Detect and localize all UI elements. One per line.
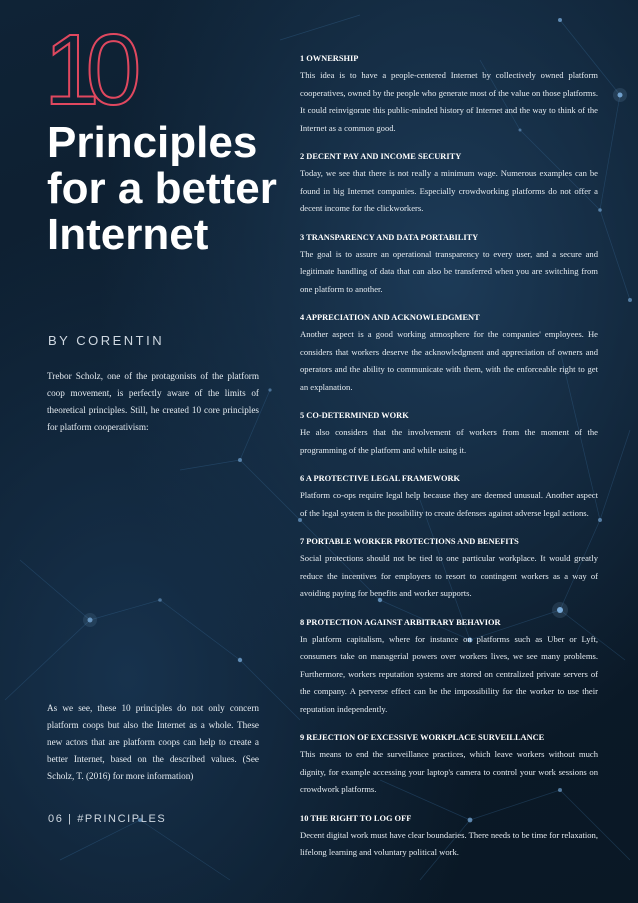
principle-item	[300, 150, 598, 218]
principle-heading: 6 A PROTECTIVE LEGAL FRAMEWORK	[300, 474, 461, 483]
principle-heading: 1 OWNERSHIP	[300, 54, 359, 63]
principle-item	[300, 52, 598, 137]
principle-heading: 3 TRANSPARENCY AND DATA PORTABILITY	[300, 232, 479, 242]
principle-item	[300, 311, 598, 396]
principle-heading: 4 APPRECIATION AND ACKNOWLEDGMENT	[300, 313, 480, 322]
principle-body: He also considers that the involvement of workers from the moment of the programming of the platform and while using it.	[300, 427, 598, 455]
principles-list	[300, 52, 598, 875]
principle-heading: 10 THE RIGHT TO LOG OFF	[300, 813, 412, 823]
principle-item	[300, 409, 598, 459]
principle-item	[300, 535, 598, 603]
principle-item	[300, 472, 598, 522]
principle-item	[300, 616, 598, 719]
principle-heading: 5 CO-DETERMINED WORK	[300, 411, 409, 420]
principle-item	[300, 231, 598, 299]
principle-body: This means to end the surveillance practices, which leave workers without much dignity, for example accessing your laptop's camera to control your work sessions on crowdwork platforms.	[300, 749, 598, 794]
principle-body: This idea is to have a people-centered Internet by collectively owned platform cooperatives, owned by the people who generate most of the value on those platforms. It could reinvigorate this public-minded history of Internet and the way to think of the Internet as a common good.	[300, 70, 598, 133]
principle-count-number: 10	[44, 14, 128, 126]
principle-body: Today, we see that there is not really a minimum wage. Numerous examples can be found in big Internet companies. Especially crowdworking platforms do not offer a decent income for the clickworkers.	[300, 168, 598, 213]
page-footer: 06 | #PRINCIPLES	[48, 813, 167, 825]
principle-heading: 2 DECENT PAY AND INCOME SECURITY	[300, 152, 462, 161]
principle-heading: 7 PORTABLE WORKER PROTECTIONS AND BENEFITS	[300, 537, 519, 546]
principle-body: Decent digital work must have clear boundaries. There needs to be time for relaxation, lifelong learning and voluntary political work.	[300, 829, 598, 857]
principle-body: The goal is to assure an operational transparency to every user, and a secure and legitimate handling of data that can also be transferred when you are switching from one platform to another.	[300, 248, 598, 294]
author-byline: BY CORENTIN	[48, 333, 165, 348]
principle-body: Social protections should not be tied to one particular workplace. It would greatly reduce the incentives for employers to resort to contingent workers as a way of avoiding paying for benefits and worker supports.	[300, 553, 598, 598]
principle-body: Another aspect is a good working atmosphere for the companies' employees. He considers that workers deserve the acknowledgment and appreciation of owners and operators and the ability to communicate with them, with the enforceable right to get an explanation.	[300, 329, 598, 392]
page-title: Principles for a better Internet	[47, 118, 277, 259]
closing-paragraph: As we see, these 10 principles do not only concern platform coops but also the Internet as a whole. These new actors that are platform coops can help to create a better Internet, based on the described values. (See Scholz, T. (2016) for more information)	[47, 703, 259, 781]
principle-heading: 8 PROTECTION AGAINST ARBITRARY BEHAVIOR	[300, 617, 501, 627]
principle-body: Platform co-ops require legal help because they are deemed unusual. Another aspect of the legal system is the possibility to create defenses against adverse legal actions.	[300, 490, 598, 518]
principle-item	[300, 812, 598, 862]
principle-item	[300, 731, 598, 799]
principle-heading: 9 REJECTION OF EXCESSIVE WORKPLACE SURVEILLANCE	[300, 733, 545, 742]
intro-paragraph: Trebor Scholz, one of the protagonists of the platform coop movement, is perfectly aware of the limits of theoretical principles. Still, he created 10 core principles for platform cooperativism:	[47, 371, 259, 432]
principle-body: In platform capitalism, where for instance on platforms such as Uber or Lyft, consumers take on managerial powers over workers lives, we see many problems. Furthermore, workers reputation systems are stored on centralized private servers of the company. A perverse effect can be the impossibility for the worker to use their reputation independently.	[300, 633, 598, 714]
